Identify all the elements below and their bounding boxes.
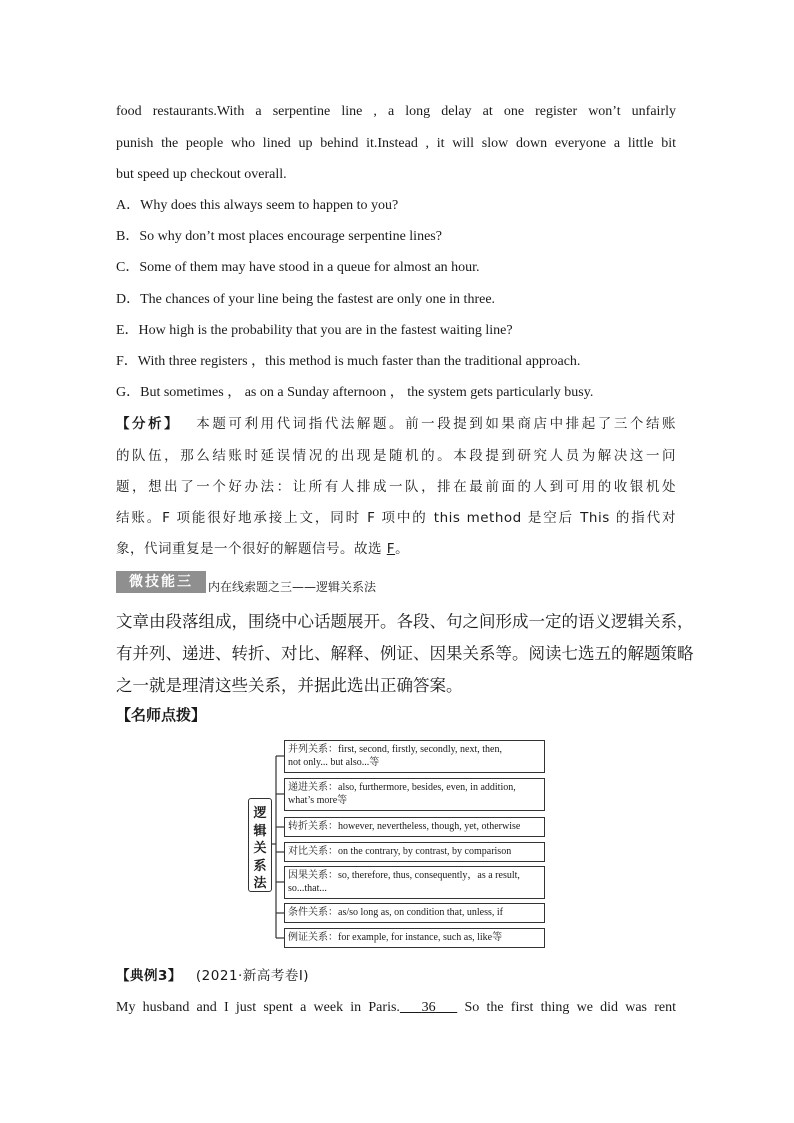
analysis-line: [116, 539, 676, 559]
analysis-text: 。: [395, 541, 410, 557]
root-char: 关: [253, 841, 267, 856]
relation-words: as/so long as, on condition that, unless, if: [338, 907, 503, 918]
relation-words: also, furthermore, besides, even, in addition,: [338, 782, 516, 793]
example-heading: [116, 966, 676, 986]
relation-words: first, second, firstly, secondly, next, then,: [338, 744, 502, 755]
option-c: C．Some of them may have stood in a queue for almost an hour.: [116, 260, 480, 275]
relation-key: 递进关系：: [288, 782, 338, 793]
relation-words: on the contrary, by contrast, by comparison: [338, 846, 512, 857]
relation-key: 条件关系：: [288, 907, 338, 918]
analysis-label: 【分析】: [116, 416, 181, 432]
analysis-line: 的队伍，那么结账时延误情况的出现是随机的。本段提到研究人员为解决这一问: [116, 448, 676, 464]
relation-progressive: [284, 778, 545, 811]
root-char: 辑: [253, 823, 267, 839]
example-text: My husband and I just spent a week in Paris.: [116, 1000, 400, 1015]
relation-words: for example, for instance, such as, like等: [338, 932, 503, 943]
example-line: [116, 998, 676, 1018]
relation-words: however, nevertheless, though, yet, otherwise: [338, 821, 521, 832]
analysis-text: 本题可利用代词指代法解题。前一段提到如果商店中排起了三个结账: [194, 416, 677, 432]
analysis-line: [116, 414, 676, 434]
root-char: 逻: [253, 806, 267, 821]
example-label: 【典例3】: [116, 968, 182, 984]
blank-number: 36: [421, 1000, 436, 1015]
option-f: F．With three registers ，this method is much faster than the traditional approach.: [116, 354, 581, 369]
answer-letter: F: [386, 541, 396, 557]
relation-words: not only... but also...等: [288, 757, 380, 768]
section-subtitle: 内在线索题之三——逻辑关系法: [208, 580, 377, 594]
relation-key: 例证关系：: [288, 932, 338, 943]
relation-parallel: [284, 740, 545, 773]
root-char: 法: [253, 876, 267, 891]
relation-words: so...that...: [288, 883, 327, 894]
relation-contrast-turn: [284, 817, 545, 837]
root-char: 系: [253, 858, 267, 874]
relation-cause-effect: [284, 866, 545, 899]
option-d: D．The chances of your line being the fastest are only one in three.: [116, 292, 496, 307]
relation-key: 对比关系：: [288, 846, 338, 857]
paragraph-line: punish the people who lined up behind it.Instead , it will slow down everyone a little bit: [116, 136, 676, 151]
relation-key: 并列关系：: [288, 744, 338, 755]
paragraph-line: but speed up checkout overall.: [116, 167, 287, 182]
relation-comparison: [284, 842, 545, 862]
relation-key: 转折关系：: [288, 821, 338, 832]
example-source: (2021·新高考卷Ⅰ): [195, 968, 310, 984]
relation-words: so, therefore, thus, consequently，as a result,: [338, 870, 520, 881]
relation-condition: [284, 903, 545, 923]
skill-badge: 微技能三: [116, 571, 206, 593]
option-b: B．So why don’t most places encourage serpentine lines?: [116, 229, 442, 244]
section-paragraph-line: 之一就是理清这些关系，并据此选出正确答案。: [116, 676, 463, 695]
tips-heading: 【名师点拨】: [116, 706, 207, 724]
relation-example: [284, 928, 545, 948]
paragraph-line: food restaurants.With a serpentine line , a long delay at one register won’t unfairly: [116, 104, 676, 119]
analysis-text: 象，代词重复是一个很好的解题信号。故选: [116, 541, 387, 557]
analysis-line: 结账。F 项能很好地承接上文，同时 F 项中的 this method 是空后 This 的指代对: [116, 510, 676, 526]
relation-words: what’s more等: [288, 795, 348, 806]
option-a: A．Why does this always seem to happen to you?: [116, 198, 399, 213]
relation-key: 因果关系：: [288, 870, 338, 881]
blank-36: [400, 1000, 457, 1015]
example-text: So the first thing we did was rent: [457, 1000, 676, 1015]
section-paragraph-line: 文章由段落组成，围绕中心话题展开。各段、句之间形成一定的语义逻辑关系，: [116, 612, 694, 631]
logic-method-root: [248, 798, 272, 892]
section-paragraph-line: 有并列、递进、转折、对比、解释、例证、因果关系等。阅读七选五的解题策略: [116, 644, 694, 663]
option-e: E．How high is the probability that you are in the fastest waiting line?: [116, 323, 513, 338]
option-g: G．But sometimes ， as on a Sunday afternoon ， the system gets particularly busy.: [116, 385, 594, 400]
analysis-line: 题，想出了一个好办法：让所有人排成一队，排在最前面的人到可用的收银机处: [116, 479, 676, 495]
